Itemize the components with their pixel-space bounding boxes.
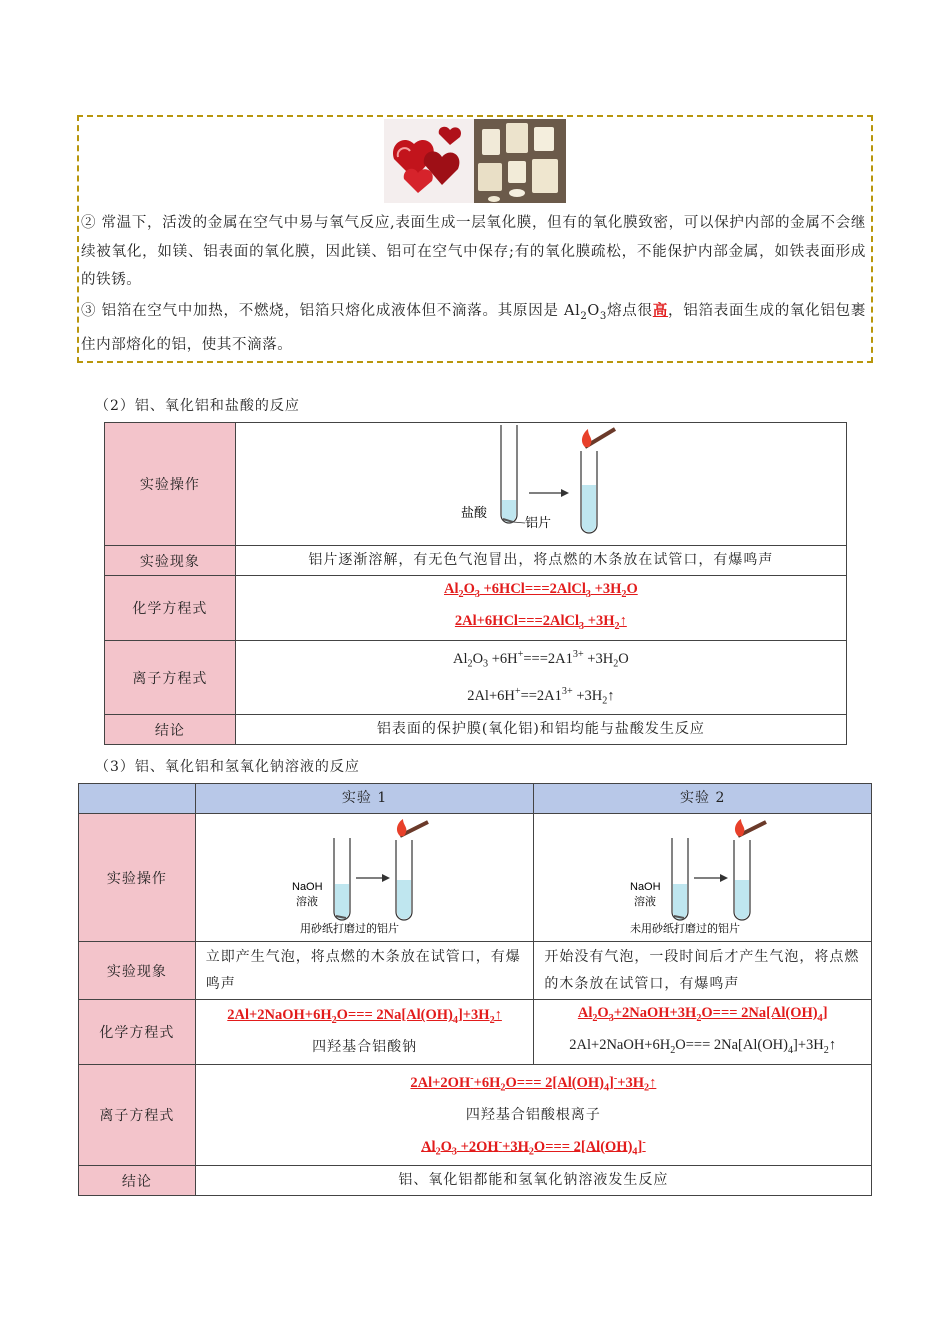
section2-title: （2）铝、氧化铝和盐酸的反应 — [95, 398, 300, 414]
label-conclusion: 结论 — [105, 715, 236, 745]
diagram-2-cell — [534, 814, 872, 942]
arrow-head-icon — [720, 874, 728, 882]
chem-eq-cell-1 — [195, 1000, 534, 1065]
ion-eq-al: $2Al+2OH^-+6H_2O===$ $2[Al(OH)_4]^-+3H_2↑$ — [410, 1072, 657, 1094]
row-chem-equation — [105, 576, 847, 641]
header-experiment-1: 实验 1 — [195, 784, 534, 814]
acid-label: 盐酸 — [460, 505, 487, 520]
foil-label: 铝片 — [524, 515, 551, 530]
eq-al-naoh-2: $2Al+2NaOH+6H_2O===$ $2Na[Al(OH)_4]+3H_2↑$ — [569, 1036, 837, 1056]
naoh-apparatus-diagram-1 — [290, 818, 440, 938]
label-chem-equation: 化学方程式 — [79, 1000, 196, 1065]
row-header — [79, 784, 872, 814]
ion-eq-1: $Al_2O_3 +6H^+===2A1^{3+} +3H_2O$ — [453, 648, 629, 670]
hcl-ion-equations — [235, 640, 846, 714]
row-ion-equation — [105, 640, 847, 714]
phenomenon-1: 立即产生气泡，将点燃的木条放在试管口，有爆鸣声 — [195, 942, 534, 1000]
gas-tube-liquid — [397, 880, 411, 919]
phenomenon-2: 开始没有气泡，一段时间后才产生气泡，将点燃的木条放在试管口，有爆鸣声 — [534, 942, 872, 1000]
image-row — [384, 119, 566, 203]
label-ion-equation: 离子方程式 — [105, 640, 236, 714]
naoh-reaction-table — [78, 783, 872, 1196]
gas-tube-liquid — [582, 485, 596, 532]
solution-label: 溶液 — [633, 895, 656, 908]
eq-al-naoh: $2Al+2NaOH+6H_2O===$ $2Na[Al(OH)_4]+3H_2↑$ — [227, 1007, 502, 1027]
paragraph-3: ③ 铝箔在空气中加热，不燃烧，铝箔只熔化成液体但不滴落。其原因是 $Al_2O_3$熔点很高，铝箔表面生成的氧化铝包裹住内部熔化的铝，使其不滴落。 — [81, 302, 866, 354]
row-chem-equation — [79, 1000, 872, 1065]
header-experiment-2: 实验 2 — [534, 784, 872, 814]
naoh-label: NaOH — [629, 880, 661, 893]
naoh-liquid — [673, 884, 687, 919]
row-operation — [79, 814, 872, 942]
flame-icon — [582, 429, 591, 447]
compound-name-1: 四羟基合铝酸钠 — [312, 1039, 418, 1056]
row-phenomenon — [105, 546, 847, 576]
label-operation: 实验操作 — [79, 814, 196, 942]
eq-al2o3-naoh: $Al_2O_3+2NaOH+3H_2O=== 2Na[Al(OH)_4]$ — [577, 1005, 828, 1024]
leader-line — [513, 522, 525, 523]
diagram-caption: 用砂纸打磨过的铝片 — [299, 922, 399, 935]
flame-icon — [735, 819, 744, 836]
diagram-caption: 未用砂纸打磨过的铝片 — [629, 922, 740, 935]
label-phenomenon: 实验现象 — [105, 546, 236, 576]
label-phenomenon: 实验现象 — [79, 942, 196, 1000]
chem-eq-cell-2 — [534, 1000, 872, 1065]
paragraph-3-part-a: ③ 铝箔在空气中加热，不燃烧，铝箔只熔化成液体但不滴落。其原因是 Al — [81, 303, 581, 319]
naoh-conclusion: 铝、氧化铝都能和氢氧化钠溶液发生反应 — [195, 1166, 871, 1196]
hcl-reaction-table — [104, 422, 847, 745]
hcl-phenomenon: 铝片逐渐溶解，有无色气泡冒出，将点燃的木条放在试管口，有爆鸣声 — [235, 546, 846, 576]
naoh-apparatus-diagram-2 — [628, 818, 778, 938]
header-empty — [79, 784, 196, 814]
naoh-label: NaOH — [291, 880, 323, 893]
hcl-chem-equations — [235, 576, 846, 641]
row-ion-equation — [79, 1064, 872, 1165]
label-conclusion: 结论 — [79, 1166, 196, 1196]
gas-tube-liquid — [735, 880, 749, 919]
flame-icon — [397, 819, 406, 836]
section3-title: （3）铝、氧化铝和氢氧化钠溶液的反应 — [95, 759, 360, 775]
paragraph-3-part-b: 熔点很 — [606, 303, 653, 319]
solution-label: 溶液 — [295, 895, 318, 908]
diagram-1-cell — [195, 814, 534, 942]
ion-eq-al2o3: $Al_2O_3 +2OH^-+3H_2O=== 2[Al(OH)_4]^-$ — [421, 1136, 646, 1158]
eq-al-hcl: 2Al+6HCl===2AlCl$_3$ $+3H_2↑$ — [454, 612, 627, 632]
hcl-diagram-cell — [235, 423, 846, 546]
eq-al2o3-hcl: $Al_2O_3$ +6HCl===2AlCl$_3$ $+3H_2O$ — [444, 581, 638, 600]
highlight-high: 高 — [652, 302, 669, 319]
paragraph-2: ② 常温下，活泼的金属在空气中易与氧气反应,表面生成一层氧化膜，但有的氧化膜致密，可以保护内部的金属不会继续被氧化，如镁、铝表面的氧化膜，因此镁、铝可在空气中保存;有的氧化膜疏松，不能保护内部金属，如铁表面形成的铁锈。 — [81, 215, 866, 288]
row-conclusion — [105, 715, 847, 745]
row-conclusion — [79, 1166, 872, 1196]
naoh-liquid — [335, 884, 349, 919]
ceramic-crucibles-image — [474, 119, 566, 203]
label-chem-equation: 化学方程式 — [105, 576, 236, 641]
row-operation — [105, 423, 847, 546]
hcl-conclusion: 铝表面的保护膜(氧化铝)和铝均能与盐酸发生反应 — [235, 715, 846, 745]
label-operation: 实验操作 — [105, 423, 236, 546]
arrow-head-icon — [382, 874, 390, 882]
arrow-head-icon — [561, 489, 569, 497]
hcl-apparatus-diagram — [421, 425, 661, 543]
ion-name: 四羟基合铝酸根离子 — [465, 1106, 601, 1123]
red-aluminum-foil-image — [384, 119, 474, 203]
row-phenomenon — [79, 942, 872, 1000]
paragraph-3-part-c: ，铝箔表面生成的氧化铝包裹住内部熔化的铝，使其不滴落。 — [81, 303, 866, 354]
info-box — [77, 115, 873, 363]
label-ion-equation: 离子方程式 — [79, 1064, 196, 1165]
ion-eq-cell — [195, 1064, 871, 1165]
ion-eq-2: $2Al+6H^+==2A1^{3+}$ $+3H_2↑$ — [467, 685, 615, 707]
